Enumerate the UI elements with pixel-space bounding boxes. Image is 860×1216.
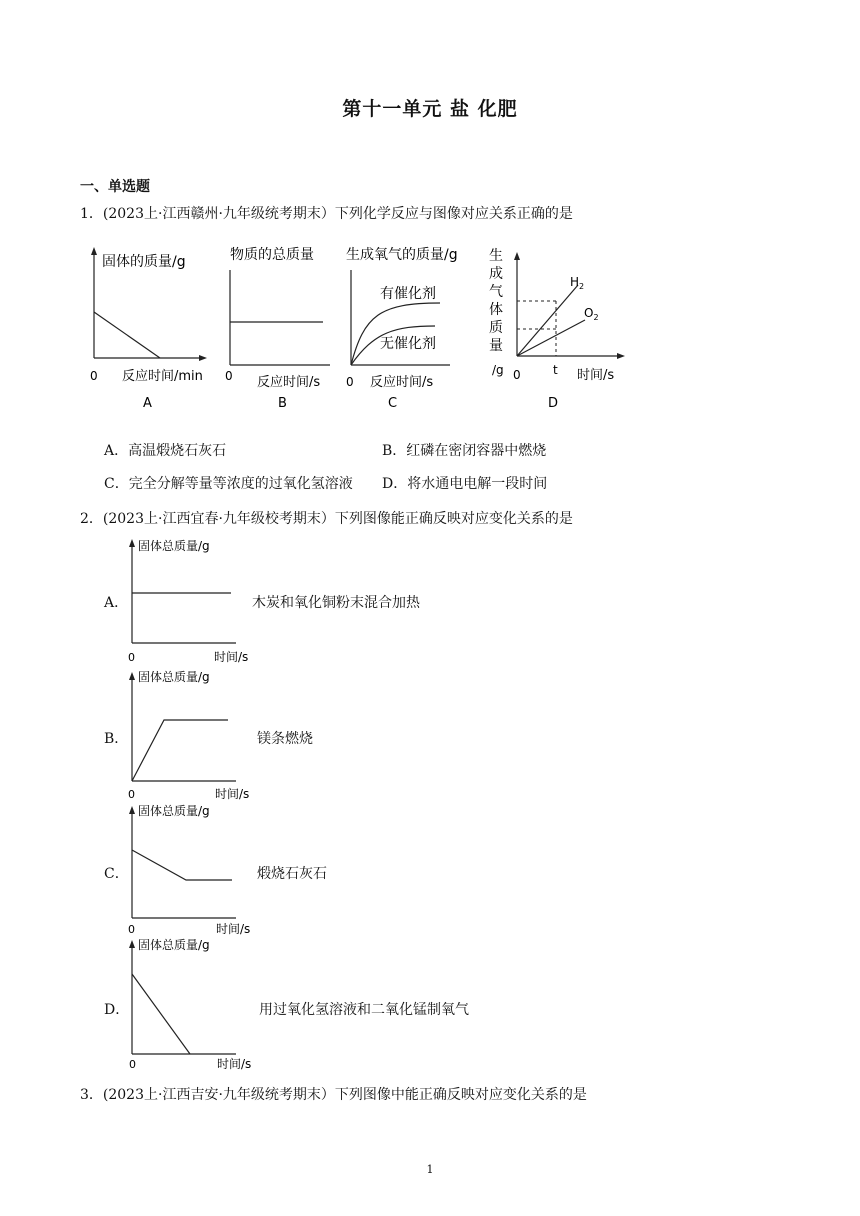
graph-d-y-arrow	[514, 252, 520, 260]
page-number: 1	[426, 1163, 434, 1176]
q2d-y-arrow	[129, 940, 135, 948]
q2-graph-d	[118, 936, 268, 1071]
graph-d-label-h2: $H_2$	[570, 275, 585, 291]
graph-d-yunit: /g	[492, 363, 504, 377]
graph-d-ylabel-5: 质	[489, 320, 503, 336]
q2c-origin: 0	[128, 923, 135, 936]
q2c-xlabel: 时间/s	[216, 922, 251, 936]
q2b-ylabel: 固体总质量/g	[138, 670, 210, 684]
q2c-y-arrow	[129, 806, 135, 814]
graph-b-ylabel: 物质的总质量	[230, 247, 314, 263]
graph-b-origin: 0	[225, 369, 233, 383]
q2-option-a-letter: A．	[104, 595, 129, 611]
q2-option-a-text: 木炭和氧化铜粉末混合加热	[252, 595, 420, 611]
graph-a-ylabel: 固体的质量/g	[102, 254, 186, 270]
graph-a-xlabel: 反应时间/min	[122, 369, 203, 384]
graph-a-line	[94, 312, 160, 358]
q2d-ylabel: 固体总质量/g	[138, 938, 210, 952]
q2a-xlabel: 时间/s	[214, 650, 249, 664]
graph-d-x-arrow	[617, 353, 625, 359]
graph-b	[225, 246, 330, 411]
q2c-line	[132, 850, 232, 880]
graph-d-origin: 0	[513, 368, 521, 382]
graph-a-tag: A	[143, 396, 152, 411]
question-3-stem: 3．(2023上·江西吉安·九年级统考期末）下列图像中能正确反映对应变化关系的是	[80, 1087, 587, 1103]
graph-c-ylabel: 生成氧气的质量/g	[346, 247, 458, 263]
graph-d	[489, 247, 625, 411]
q2-graph-b	[118, 668, 268, 803]
q2d-xlabel: 时间/s	[217, 1057, 252, 1071]
graph-d-ylabel-6: 量	[489, 338, 503, 354]
graph-c-xlabel: 反应时间/s	[370, 375, 434, 390]
graph-c-curve-catalyst	[351, 303, 440, 365]
q2-option-c-letter: C．	[104, 866, 129, 882]
question-1-stem: 1．(2023上·江西赣州·九年级统考期末）下列化学反应与图像对应关系正确的是	[80, 206, 573, 222]
graph-c-curve2-label: 无催化剂	[380, 336, 436, 352]
q1-option-c: C．完全分解等量等浓度的过氧化氢溶液	[104, 476, 353, 492]
graph-d-line-h2	[517, 285, 578, 356]
q2-option-d-letter: D．	[104, 1002, 130, 1018]
graph-b-xlabel: 反应时间/s	[257, 375, 321, 390]
q2-option-b-letter: B．	[104, 731, 129, 747]
q2a-ylabel: 固体总质量/g	[138, 539, 210, 553]
graph-a-y-arrow	[91, 247, 97, 255]
page-title: 第十一单元 盐 化肥	[342, 98, 518, 120]
graph-d-label-o2: $O_2$	[584, 306, 599, 322]
graph-d-ylabel-3: 气	[489, 284, 503, 300]
graph-c	[346, 246, 458, 411]
q2d-origin: 0	[129, 1058, 136, 1071]
q2-option-b-text: 镁条燃烧	[257, 731, 313, 747]
q2b-y-arrow	[129, 672, 135, 680]
q1-option-b: B．红磷在密闭容器中燃烧	[382, 443, 547, 459]
q1-option-d: D．将水通电电解一段时间	[382, 476, 548, 492]
q2b-origin: 0	[128, 788, 135, 801]
graph-d-ylabel-1: 生	[489, 248, 503, 264]
question-2-stem: 2．(2023上·江西宜春·九年级校考期末）下列图像能正确反映对应变化关系的是	[80, 511, 573, 527]
q2-option-d-text: 用过氧化氢溶液和二氧化锰制氧气	[259, 1002, 469, 1018]
graph-c-tag: C	[388, 396, 398, 411]
graph-c-origin: 0	[346, 375, 354, 389]
question-1-graphs	[80, 240, 640, 415]
graph-d-line-o2	[517, 320, 585, 356]
q2-graph-c	[118, 802, 268, 937]
q2-option-c-text: 煅烧石灰石	[257, 866, 327, 882]
q2a-y-arrow	[129, 539, 135, 547]
graph-d-ylabel-4: 体	[489, 302, 503, 318]
q2d-line	[132, 974, 190, 1054]
q1-option-a: A．高温煅烧石灰石	[104, 443, 227, 459]
graph-d-xlabel: 时间/s	[577, 368, 615, 383]
graph-a-origin: 0	[90, 369, 98, 383]
graph-d-t-mark: t	[553, 363, 558, 377]
q2-graph-a	[118, 535, 268, 665]
graph-a	[90, 247, 207, 411]
graph-d-tag: D	[548, 396, 559, 411]
section-heading: 一、单选题	[80, 179, 150, 195]
q2b-line	[132, 720, 228, 781]
graph-c-curve1-label: 有催化剂	[380, 286, 436, 302]
graph-d-ylabel-2: 成	[489, 266, 503, 282]
graph-b-tag: B	[278, 396, 287, 411]
q2c-ylabel: 固体总质量/g	[138, 804, 210, 818]
graph-a-x-arrow	[199, 355, 207, 361]
q2a-origin: 0	[128, 651, 135, 664]
q2b-xlabel: 时间/s	[215, 787, 250, 801]
